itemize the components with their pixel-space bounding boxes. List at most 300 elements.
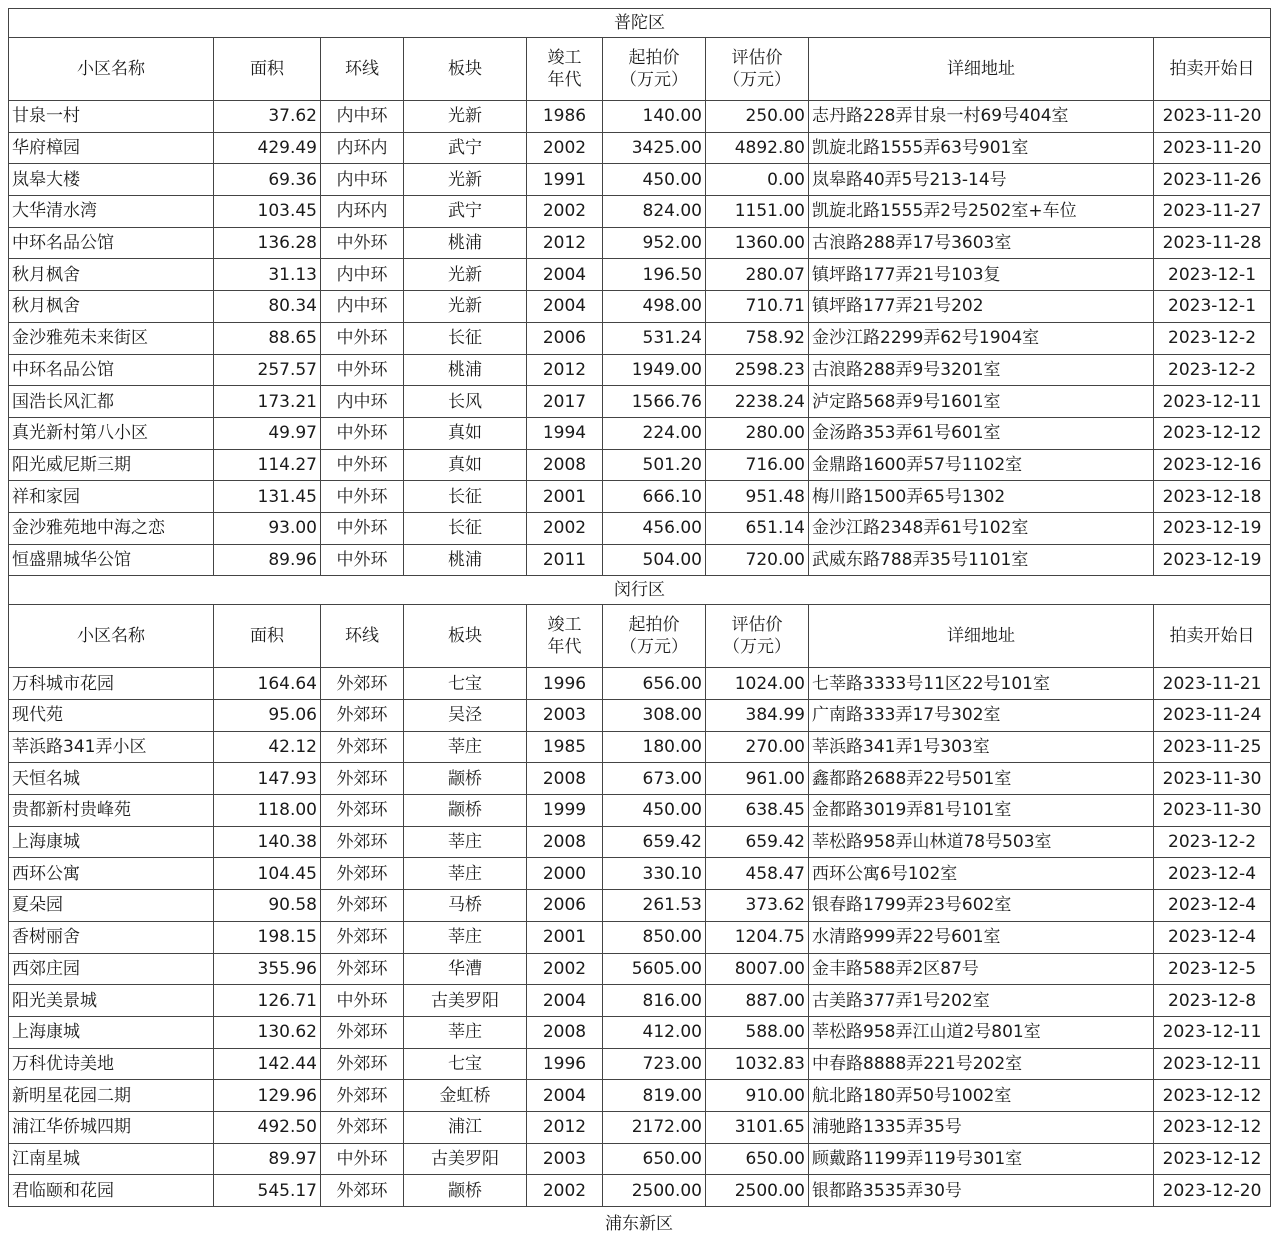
auction-listing-sheet: [8, 8, 1270, 1234]
area-cell: 93.00: [214, 512, 321, 544]
appraised-price-cell: 910.00: [706, 1080, 809, 1112]
appraised-price-cell: 2598.23: [706, 354, 809, 386]
completion-year-cell: 2006: [527, 890, 603, 922]
community-name-cell: 贵都新村贵峰苑: [9, 795, 214, 827]
table-row: [9, 164, 1271, 196]
completion-year-cell: 2008: [527, 763, 603, 795]
table-row: [9, 1080, 1271, 1112]
area-cell: 118.00: [214, 795, 321, 827]
area-cell: 142.44: [214, 1048, 321, 1080]
community-name-cell: 大华清水湾: [9, 196, 214, 228]
starting-price-cell: 456.00: [603, 512, 706, 544]
completion-year-cell: 2008: [527, 449, 603, 481]
sector-cell: 莘庄: [404, 858, 527, 890]
address-cell: 水清路999弄22号601室: [809, 921, 1154, 953]
appraised-price-cell: 710.71: [706, 291, 809, 323]
completion-year-cell: 2012: [527, 227, 603, 259]
ring-road-cell: 中外环: [321, 1143, 404, 1175]
address-cell: 顾戴路1199弄119号301室: [809, 1143, 1154, 1175]
sector-cell: 莘庄: [404, 921, 527, 953]
address-cell: 志丹路228弄甘泉一村69号404室: [809, 101, 1154, 133]
address-cell: 凯旋北路1555弄63号901室: [809, 132, 1154, 164]
address-cell: 古浪路288弄17号3603室: [809, 227, 1154, 259]
starting-price-cell: 330.10: [603, 858, 706, 890]
table-row: [9, 1175, 1271, 1207]
sector-cell: 光新: [404, 259, 527, 291]
auction-start-date-cell: 2023-12-4: [1154, 858, 1271, 890]
ring-road-cell: 外郊环: [321, 890, 404, 922]
area-cell: 104.45: [214, 858, 321, 890]
sector-cell: 真如: [404, 417, 527, 449]
table-row: [9, 196, 1271, 228]
completion-year-cell: 2004: [527, 291, 603, 323]
ring-road-cell: 外郊环: [321, 763, 404, 795]
area-cell: 89.96: [214, 544, 321, 576]
completion-year-cell: 2001: [527, 921, 603, 953]
community-name-cell: 夏朵园: [9, 890, 214, 922]
appraised-price-cell: 716.00: [706, 449, 809, 481]
starting-price-cell: 501.20: [603, 449, 706, 481]
community-name-cell: 岚皋大楼: [9, 164, 214, 196]
appraised-price-cell: 373.62: [706, 890, 809, 922]
community-name-cell: 阳光威尼斯三期: [9, 449, 214, 481]
appraised-price-cell: 4892.80: [706, 132, 809, 164]
area-cell: 49.97: [214, 417, 321, 449]
address-cell: 镇坪路177弄21号202: [809, 291, 1154, 323]
ring-road-cell: 外郊环: [321, 1111, 404, 1143]
community-name-cell: 金沙雅苑未来街区: [9, 322, 214, 354]
completion-year-cell: 2011: [527, 544, 603, 576]
ring-road-cell: 中外环: [321, 322, 404, 354]
auction-start-date-cell: 2023-11-24: [1154, 700, 1271, 732]
starting-price-cell: 450.00: [603, 795, 706, 827]
table-row: [9, 668, 1271, 700]
area-cell: 80.34: [214, 291, 321, 323]
starting-price-cell: 498.00: [603, 291, 706, 323]
appraised-price-cell: 651.14: [706, 512, 809, 544]
sector-cell: 颛桥: [404, 763, 527, 795]
column-header-community-name: 小区名称: [9, 38, 214, 101]
completion-year-cell: 2003: [527, 1143, 603, 1175]
table-row: [9, 544, 1271, 576]
community-name-cell: 国浩长风汇都: [9, 386, 214, 418]
ring-road-cell: 内环内: [321, 132, 404, 164]
auction-start-date-cell: 2023-12-5: [1154, 953, 1271, 985]
appraised-price-cell: 588.00: [706, 1016, 809, 1048]
area-cell: 545.17: [214, 1175, 321, 1207]
sector-cell: 桃浦: [404, 354, 527, 386]
auction-start-date-cell: 2023-12-12: [1154, 1111, 1271, 1143]
address-cell: 莘松路958弄江山道2号801室: [809, 1016, 1154, 1048]
column-header-row: [9, 605, 1271, 668]
completion-year-cell: 1985: [527, 731, 603, 763]
appraised-price-cell: 1032.83: [706, 1048, 809, 1080]
sector-cell: 七宝: [404, 668, 527, 700]
table-body: [9, 9, 1271, 1207]
appraised-price-cell: 2500.00: [706, 1175, 809, 1207]
address-cell: 金丰路588弄2区87号: [809, 953, 1154, 985]
auction-table: [8, 8, 1271, 1207]
completion-year-cell: 2001: [527, 481, 603, 513]
area-cell: 355.96: [214, 953, 321, 985]
starting-price-cell: 952.00: [603, 227, 706, 259]
starting-price-cell: 450.00: [603, 164, 706, 196]
community-name-cell: 恒盛鼎城华公馆: [9, 544, 214, 576]
table-row: [9, 291, 1271, 323]
completion-year-cell: 2012: [527, 1111, 603, 1143]
auction-start-date-cell: 2023-11-27: [1154, 196, 1271, 228]
address-cell: 浦驰路1335弄35号: [809, 1111, 1154, 1143]
community-name-cell: 阳光美景城: [9, 985, 214, 1017]
completion-year-cell: 1996: [527, 668, 603, 700]
appraised-price-cell: 280.07: [706, 259, 809, 291]
community-name-cell: 香树丽舍: [9, 921, 214, 953]
sector-cell: 吴泾: [404, 700, 527, 732]
auction-start-date-cell: 2023-12-11: [1154, 1048, 1271, 1080]
table-row: [9, 921, 1271, 953]
address-cell: 古浪路288弄9号3201室: [809, 354, 1154, 386]
community-name-cell: 秋月枫舍: [9, 259, 214, 291]
sector-cell: 莘庄: [404, 1016, 527, 1048]
starting-price-cell: 308.00: [603, 700, 706, 732]
community-name-cell: 金沙雅苑地中海之恋: [9, 512, 214, 544]
area-cell: 42.12: [214, 731, 321, 763]
sector-cell: 光新: [404, 164, 527, 196]
appraised-price-cell: 3101.65: [706, 1111, 809, 1143]
community-name-cell: 上海康城: [9, 826, 214, 858]
table-row: [9, 985, 1271, 1017]
area-cell: 95.06: [214, 700, 321, 732]
address-cell: 西环公寓6号102室: [809, 858, 1154, 890]
column-header-ring-road: 环线: [321, 605, 404, 668]
auction-start-date-cell: 2023-11-25: [1154, 731, 1271, 763]
sector-cell: 莘庄: [404, 826, 527, 858]
ring-road-cell: 外郊环: [321, 700, 404, 732]
table-row: [9, 132, 1271, 164]
community-name-cell: 万科城市花园: [9, 668, 214, 700]
ring-road-cell: 外郊环: [321, 795, 404, 827]
community-name-cell: 祥和家园: [9, 481, 214, 513]
table-row: [9, 449, 1271, 481]
ring-road-cell: 中外环: [321, 512, 404, 544]
completion-year-cell: 2002: [527, 132, 603, 164]
sector-cell: 武宁: [404, 132, 527, 164]
community-name-cell: 莘浜路341弄小区: [9, 731, 214, 763]
ring-road-cell: 外郊环: [321, 953, 404, 985]
column-header-row: [9, 38, 1271, 101]
table-row: [9, 386, 1271, 418]
starting-price-cell: 196.50: [603, 259, 706, 291]
table-row: [9, 858, 1271, 890]
appraised-price-cell: 887.00: [706, 985, 809, 1017]
auction-start-date-cell: 2023-12-19: [1154, 512, 1271, 544]
column-header-sector: 板块: [404, 605, 527, 668]
address-cell: 莘浜路341弄1号303室: [809, 731, 1154, 763]
address-cell: 泸定路568弄9号1601室: [809, 386, 1154, 418]
auction-start-date-cell: 2023-11-26: [1154, 164, 1271, 196]
appraised-price-cell: 951.48: [706, 481, 809, 513]
column-header-area: 面积: [214, 38, 321, 101]
area-cell: 429.49: [214, 132, 321, 164]
column-header-ring-road: 环线: [321, 38, 404, 101]
completion-year-cell: 2004: [527, 985, 603, 1017]
completion-year-cell: 2006: [527, 322, 603, 354]
auction-start-date-cell: 2023-12-8: [1154, 985, 1271, 1017]
ring-road-cell: 外郊环: [321, 1175, 404, 1207]
ring-road-cell: 中外环: [321, 417, 404, 449]
auction-start-date-cell: 2023-11-30: [1154, 763, 1271, 795]
area-cell: 492.50: [214, 1111, 321, 1143]
sector-cell: 光新: [404, 101, 527, 133]
appraised-price-cell: 458.47: [706, 858, 809, 890]
address-cell: 金鼎路1600弄57号1102室: [809, 449, 1154, 481]
sector-cell: 颛桥: [404, 795, 527, 827]
address-cell: 中春路8888弄221号202室: [809, 1048, 1154, 1080]
ring-road-cell: 中外环: [321, 227, 404, 259]
appraised-price-cell: 659.42: [706, 826, 809, 858]
sector-cell: 长风: [404, 386, 527, 418]
completion-year-cell: 2000: [527, 858, 603, 890]
ring-road-cell: 内中环: [321, 259, 404, 291]
column-header-appraised-price: 评估价 （万元）: [706, 38, 809, 101]
table-row: [9, 512, 1271, 544]
address-cell: 鑫都路2688弄22号501室: [809, 763, 1154, 795]
completion-year-cell: 2003: [527, 700, 603, 732]
community-name-cell: 西郊庄园: [9, 953, 214, 985]
appraised-price-cell: 1024.00: [706, 668, 809, 700]
address-cell: 航北路180弄50号1002室: [809, 1080, 1154, 1112]
column-header-starting-price: 起拍价 （万元）: [603, 605, 706, 668]
community-name-cell: 新明星花园二期: [9, 1080, 214, 1112]
auction-start-date-cell: 2023-12-4: [1154, 890, 1271, 922]
ring-road-cell: 外郊环: [321, 668, 404, 700]
starting-price-cell: 723.00: [603, 1048, 706, 1080]
auction-start-date-cell: 2023-12-20: [1154, 1175, 1271, 1207]
sector-cell: 金虹桥: [404, 1080, 527, 1112]
column-header-auction-start-date: 拍卖开始日: [1154, 605, 1271, 668]
area-cell: 90.58: [214, 890, 321, 922]
sector-cell: 桃浦: [404, 544, 527, 576]
column-header-address: 详细地址: [809, 38, 1154, 101]
area-cell: 37.62: [214, 101, 321, 133]
auction-start-date-cell: 2023-12-11: [1154, 386, 1271, 418]
table-row: [9, 1016, 1271, 1048]
starting-price-cell: 2500.00: [603, 1175, 706, 1207]
community-name-cell: 上海康城: [9, 1016, 214, 1048]
table-row: [9, 700, 1271, 732]
area-cell: 126.71: [214, 985, 321, 1017]
ring-road-cell: 外郊环: [321, 921, 404, 953]
ring-road-cell: 内中环: [321, 101, 404, 133]
starting-price-cell: 656.00: [603, 668, 706, 700]
area-cell: 114.27: [214, 449, 321, 481]
table-row: [9, 322, 1271, 354]
completion-year-cell: 2002: [527, 1175, 603, 1207]
starting-price-cell: 261.53: [603, 890, 706, 922]
starting-price-cell: 2172.00: [603, 1111, 706, 1143]
completion-year-cell: 1991: [527, 164, 603, 196]
district-title: 普陀区: [9, 9, 1271, 38]
address-cell: 金沙江路2348弄61号102室: [809, 512, 1154, 544]
starting-price-cell: 1566.76: [603, 386, 706, 418]
appraised-price-cell: 650.00: [706, 1143, 809, 1175]
community-name-cell: 浦江华侨城四期: [9, 1111, 214, 1143]
area-cell: 88.65: [214, 322, 321, 354]
address-cell: 梅川路1500弄65号1302: [809, 481, 1154, 513]
table-row: [9, 953, 1271, 985]
sector-cell: 马桥: [404, 890, 527, 922]
auction-start-date-cell: 2023-12-1: [1154, 259, 1271, 291]
starting-price-cell: 5605.00: [603, 953, 706, 985]
area-cell: 103.45: [214, 196, 321, 228]
district-title-row: [9, 576, 1271, 605]
starting-price-cell: 650.00: [603, 1143, 706, 1175]
sector-cell: 武宁: [404, 196, 527, 228]
appraised-price-cell: 0.00: [706, 164, 809, 196]
appraised-price-cell: 8007.00: [706, 953, 809, 985]
completion-year-cell: 2012: [527, 354, 603, 386]
column-header-starting-price: 起拍价 （万元）: [603, 38, 706, 101]
starting-price-cell: 412.00: [603, 1016, 706, 1048]
auction-start-date-cell: 2023-12-2: [1154, 354, 1271, 386]
area-cell: 136.28: [214, 227, 321, 259]
community-name-cell: 秋月枫舍: [9, 291, 214, 323]
next-section-title: 浦东新区: [605, 1214, 673, 1234]
address-cell: 金都路3019弄81号101室: [809, 795, 1154, 827]
appraised-price-cell: 1151.00: [706, 196, 809, 228]
completion-year-cell: 2002: [527, 512, 603, 544]
auction-start-date-cell: 2023-11-30: [1154, 795, 1271, 827]
community-name-cell: 中环名品公馆: [9, 227, 214, 259]
ring-road-cell: 中外环: [321, 544, 404, 576]
auction-start-date-cell: 2023-12-16: [1154, 449, 1271, 481]
address-cell: 广南路333弄17号302室: [809, 700, 1154, 732]
district-title: 闵行区: [9, 576, 1271, 605]
table-row: [9, 763, 1271, 795]
table-row: [9, 826, 1271, 858]
district-title-row: [9, 9, 1271, 38]
community-name-cell: 江南星城: [9, 1143, 214, 1175]
area-cell: 31.13: [214, 259, 321, 291]
auction-start-date-cell: 2023-12-18: [1154, 481, 1271, 513]
table-row: [9, 1143, 1271, 1175]
sector-cell: 颛桥: [404, 1175, 527, 1207]
area-cell: 147.93: [214, 763, 321, 795]
column-header-appraised-price: 评估价 （万元）: [706, 605, 809, 668]
address-cell: 金汤路353弄61号601室: [809, 417, 1154, 449]
completion-year-cell: 2008: [527, 1016, 603, 1048]
auction-start-date-cell: 2023-12-12: [1154, 1143, 1271, 1175]
column-header-completion-year: 竣工 年代: [527, 605, 603, 668]
column-header-completion-year: 竣工 年代: [527, 38, 603, 101]
auction-start-date-cell: 2023-12-2: [1154, 826, 1271, 858]
appraised-price-cell: 1360.00: [706, 227, 809, 259]
starting-price-cell: 819.00: [603, 1080, 706, 1112]
completion-year-cell: 2008: [527, 826, 603, 858]
area-cell: 198.15: [214, 921, 321, 953]
ring-road-cell: 外郊环: [321, 1048, 404, 1080]
starting-price-cell: 850.00: [603, 921, 706, 953]
column-header-area: 面积: [214, 605, 321, 668]
completion-year-cell: 2004: [527, 1080, 603, 1112]
area-cell: 257.57: [214, 354, 321, 386]
sector-cell: 浦江: [404, 1111, 527, 1143]
sector-cell: 华漕: [404, 953, 527, 985]
completion-year-cell: 1994: [527, 417, 603, 449]
table-row: [9, 1048, 1271, 1080]
appraised-price-cell: 758.92: [706, 322, 809, 354]
starting-price-cell: 1949.00: [603, 354, 706, 386]
ring-road-cell: 外郊环: [321, 731, 404, 763]
completion-year-cell: 1986: [527, 101, 603, 133]
ring-road-cell: 外郊环: [321, 858, 404, 890]
sector-cell: 光新: [404, 291, 527, 323]
starting-price-cell: 824.00: [603, 196, 706, 228]
community-name-cell: 西环公寓: [9, 858, 214, 890]
appraised-price-cell: 720.00: [706, 544, 809, 576]
area-cell: 173.21: [214, 386, 321, 418]
table-row: [9, 417, 1271, 449]
ring-road-cell: 内中环: [321, 164, 404, 196]
sector-cell: 长征: [404, 481, 527, 513]
community-name-cell: 天恒名城: [9, 763, 214, 795]
starting-price-cell: 673.00: [603, 763, 706, 795]
starting-price-cell: 816.00: [603, 985, 706, 1017]
starting-price-cell: 180.00: [603, 731, 706, 763]
ring-road-cell: 中外环: [321, 449, 404, 481]
ring-road-cell: 内环内: [321, 196, 404, 228]
appraised-price-cell: 280.00: [706, 417, 809, 449]
address-cell: 七莘路3333号11区22号101室: [809, 668, 1154, 700]
area-cell: 89.97: [214, 1143, 321, 1175]
area-cell: 129.96: [214, 1080, 321, 1112]
address-cell: 凯旋北路1555弄2号2502室+车位: [809, 196, 1154, 228]
auction-start-date-cell: 2023-12-12: [1154, 417, 1271, 449]
area-cell: 164.64: [214, 668, 321, 700]
table-row: [9, 259, 1271, 291]
appraised-price-cell: 250.00: [706, 101, 809, 133]
community-name-cell: 华府樟园: [9, 132, 214, 164]
auction-start-date-cell: 2023-11-20: [1154, 101, 1271, 133]
community-name-cell: 君临颐和花园: [9, 1175, 214, 1207]
area-cell: 131.45: [214, 481, 321, 513]
address-cell: 莘松路958弄山林道78号503室: [809, 826, 1154, 858]
appraised-price-cell: 384.99: [706, 700, 809, 732]
auction-start-date-cell: 2023-12-2: [1154, 322, 1271, 354]
sector-cell: 古美罗阳: [404, 1143, 527, 1175]
auction-start-date-cell: 2023-12-19: [1154, 544, 1271, 576]
sector-cell: 长征: [404, 512, 527, 544]
starting-price-cell: 531.24: [603, 322, 706, 354]
sector-cell: 古美罗阳: [404, 985, 527, 1017]
address-cell: 武威东路788弄35号1101室: [809, 544, 1154, 576]
ring-road-cell: 中外环: [321, 354, 404, 386]
community-name-cell: 真光新村第八小区: [9, 417, 214, 449]
starting-price-cell: 666.10: [603, 481, 706, 513]
table-row: [9, 354, 1271, 386]
community-name-cell: 甘泉一村: [9, 101, 214, 133]
sector-cell: 七宝: [404, 1048, 527, 1080]
appraised-price-cell: 638.45: [706, 795, 809, 827]
auction-start-date-cell: 2023-11-21: [1154, 668, 1271, 700]
area-cell: 69.36: [214, 164, 321, 196]
column-header-sector: 板块: [404, 38, 527, 101]
column-header-address: 详细地址: [809, 605, 1154, 668]
sector-cell: 真如: [404, 449, 527, 481]
sector-cell: 莘庄: [404, 731, 527, 763]
ring-road-cell: 外郊环: [321, 1016, 404, 1048]
starting-price-cell: 224.00: [603, 417, 706, 449]
